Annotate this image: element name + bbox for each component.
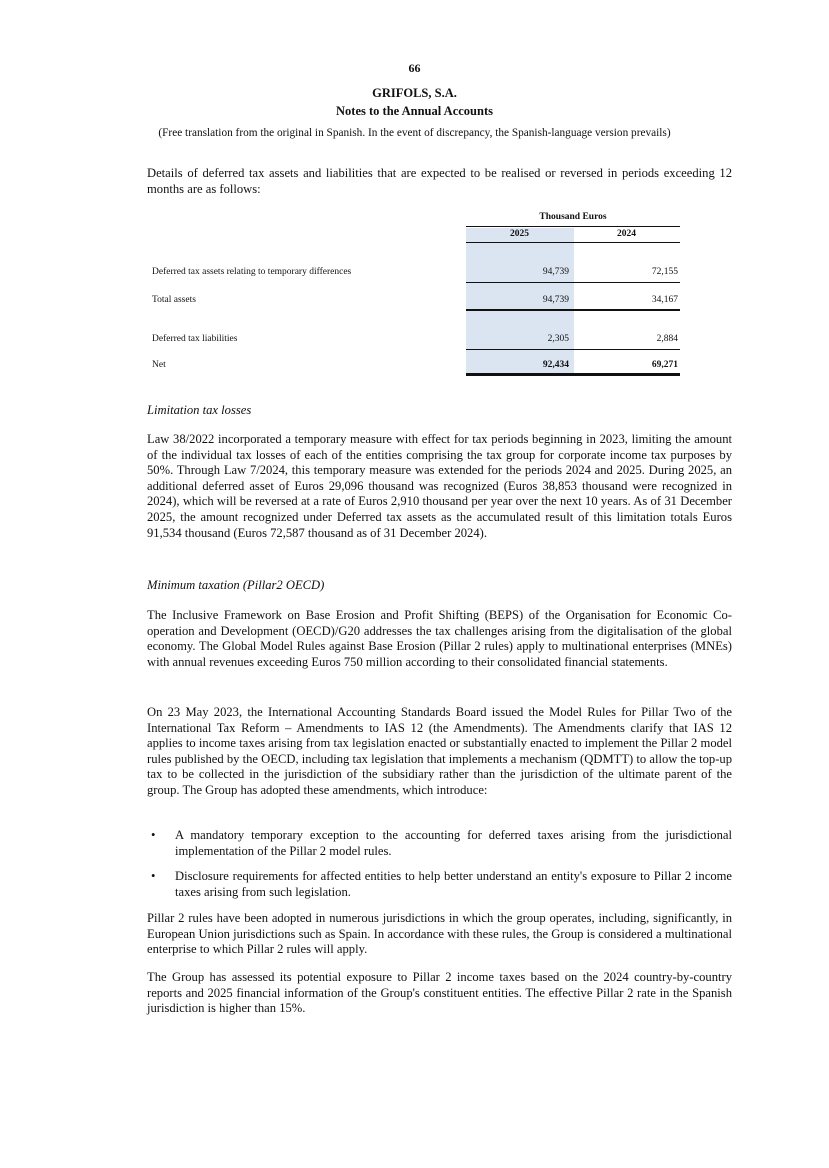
row-rule <box>466 309 680 311</box>
intro-paragraph <box>147 166 732 197</box>
column-2024-header: 2024 <box>617 229 636 239</box>
pillar2-p4-text: The Group has assessed its potential exposure to Pillar 2 income taxes based on the 2024 country-by-country reports and 2025 financial information of the Group's constituent entities. The effective Pillar 2 rate in the Spanish jurisdiction is higher than 15%. <box>147 970 732 1016</box>
limitation-paragraph <box>147 432 732 541</box>
limitation-heading: Limitation tax losses <box>147 403 252 417</box>
cell-net-2024: 69,271 <box>651 360 678 370</box>
row-rule <box>466 349 680 350</box>
row-rule <box>466 282 680 283</box>
row-label-total-assets: Total assets <box>152 295 196 305</box>
document-title: Notes to the Annual Accounts <box>336 104 493 118</box>
pillar2-p1-text: The Inclusive Framework on Base Erosion and Profit Shifting (BEPS) of the Organisation for Economic Co-operation and Development (OECD)/G20 addresses the tax challenges arising from the digitalisation of the global economy. The Global Model Rules against Base Erosion (Pillar 2 rules) apply to multinational enterprises (MNEs) with annual revenues exceeding Euros 750 million according to their consolidated financial statements. <box>147 608 732 669</box>
row-label-deferred-liabilities: Deferred tax liabilities <box>152 334 238 344</box>
bullet-text: Disclosure requirements for affected entities to help better understand an entity's exposure to Pillar 2 income taxes arising from such legislation. <box>175 869 732 899</box>
cell-deferred-liabilities-2024: 2,884 <box>656 334 678 344</box>
table-columns-rule <box>466 242 680 243</box>
pillar2-paragraph-2 <box>147 705 732 799</box>
table-total-rule <box>466 373 680 376</box>
company-name: GRIFOLS, S.A. <box>372 86 457 100</box>
cell-net-2025: 92,434 <box>542 360 569 370</box>
pillar2-paragraph-1 <box>147 608 732 670</box>
intro-text: Details of deferred tax assets and liabilities that are expected to be realised or reversed in periods exceeding 12 months are as follows: <box>147 166 732 196</box>
pillar2-p3-text: Pillar 2 rules have been adopted in numerous jurisdictions in which the group operates, including, significantly, in European Union jurisdictions such as Spain. In accordance with these rules, the Group is considered a multinational enterprise to which Pillar 2 rules will apply. <box>147 911 732 957</box>
pillar2-p2-text: On 23 May 2023, the International Accounting Standards Board issued the Model Rules for Pillar Two of the International Tax Reform – Amendments to IAS 12 (the Amendments). The Amendments clarify that IAS 12 applies to income taxes arising from tax legislation enacted or substantially enacted to implement the Pillar 2 model rules published by the OECD, including tax legislation that implements a mechanism (QDMTT) to allow the top-up tax to be collected in the jurisdiction of the subsidiary rather than the jurisdiction of the ultimate parent of the group. The Group has adopted these amendments, which introduce: <box>147 705 732 797</box>
cell-total-assets-2024: 34,167 <box>651 295 678 305</box>
translation-note: (Free translation from the original in Spanish. In the event of discrepancy, the Spanish-language version prevails) <box>158 127 671 139</box>
bullet-text: A mandatory temporary exception to the accounting for deferred taxes arising from the jurisdictional implementation of the Pillar 2 model rules. <box>175 828 732 858</box>
pillar2-heading: Minimum taxation (Pillar2 OECD) <box>147 578 325 592</box>
column-2025-header: 2025 <box>510 229 529 239</box>
bullet-item <box>147 828 732 859</box>
table-unit-header: Thousand Euros <box>539 212 607 222</box>
pillar2-paragraph-3 <box>147 911 732 958</box>
table-header-rule <box>466 226 680 227</box>
cell-deferred-assets-2025: 94,739 <box>542 267 569 277</box>
limitation-text: Law 38/2022 incorporated a temporary measure with effect for tax periods beginning in 2023, limiting the amount of the individual tax losses of each of the entities comprising the tax group for corporate income tax purposes by 50%. Through Law 7/2024, this temporary measure was extended for the periods 2024 and 2025. During 2025, an additional deferred asset of Euros 29,096 thousand was recognized (Euros 38,853 thousand were recognized in 2024), which will be reversed at a rate of Euros 2,910 thousand per year over the next 10 years. As of 31 December 2025, the amount recognized under Deferred tax assets as the accumulated result of this limitation totals Euros 91,534 thousand (Euros 72,587 thousand as of 31 December 2024). <box>147 432 732 540</box>
bullet-dot: • <box>151 869 156 883</box>
pillar2-paragraph-4 <box>147 970 732 1017</box>
bullet-dot: • <box>151 828 156 842</box>
cell-deferred-liabilities-2025: 2,305 <box>547 334 569 344</box>
row-label-deferred-assets: Deferred tax assets relating to temporary differences <box>152 267 352 277</box>
cell-total-assets-2025: 94,739 <box>542 295 569 305</box>
bullet-item <box>147 869 732 900</box>
cell-deferred-assets-2024: 72,155 <box>651 267 678 277</box>
page-number: 66 <box>408 61 421 75</box>
row-label-net: Net <box>152 360 166 370</box>
